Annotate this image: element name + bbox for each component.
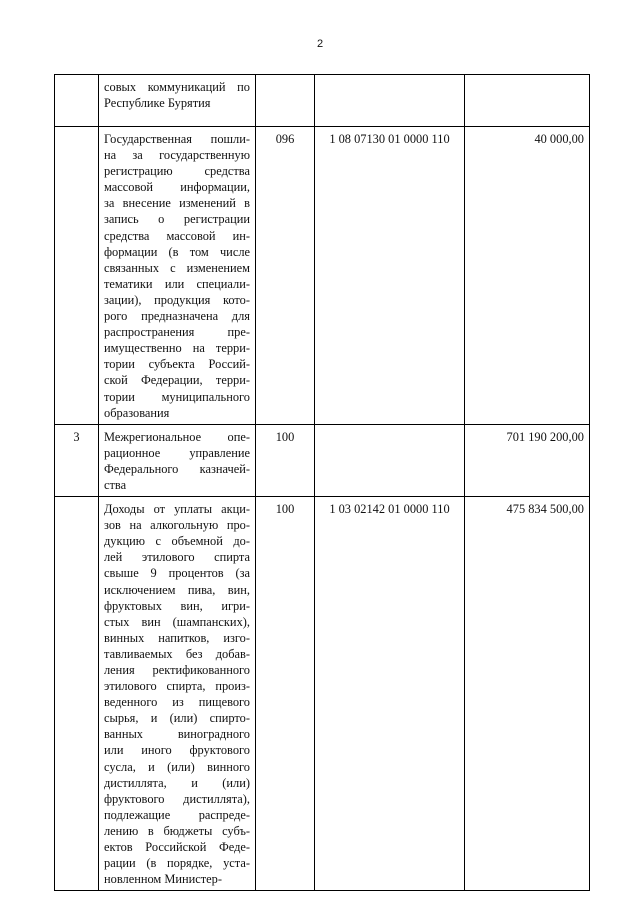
name-line: формации (в том числе (104, 244, 250, 259)
name-line: стых вин (шампанских), (104, 614, 250, 629)
admin-code-cell (256, 75, 315, 127)
name-line: дистиллята, и (или) (104, 775, 250, 790)
name-line: рого предназначена для (104, 309, 250, 324)
table-row (55, 497, 590, 891)
name-line: имущественно на терри- (104, 341, 250, 356)
name-line: зов на алкогольную про- (104, 518, 250, 533)
name-line: регистрацию средства (104, 164, 250, 179)
amount-cell: 40 000,00 (465, 127, 590, 425)
table-row (55, 127, 590, 425)
name-line: массовой информации, (104, 180, 250, 195)
name-line: ской Федерации, терри- (104, 373, 250, 388)
name-line: лей этилового спирта (104, 550, 250, 565)
name-line: ления ректификованного (104, 663, 250, 677)
name-line: или иного фруктового (104, 743, 250, 758)
table-row (55, 75, 590, 127)
page-number: 2 (316, 38, 324, 50)
name-line: Государственная пошли- (104, 132, 250, 146)
amount-cell (465, 75, 590, 127)
kbk-code-cell: 1 08 07130 01 0000 110 (315, 127, 465, 425)
name-line: Доходы от уплаты акци- (104, 502, 250, 517)
amount-cell: 475 834 500,00 (465, 497, 590, 891)
name-line: тории муниципального (104, 389, 250, 404)
name-line: подлежащие распреде- (104, 807, 250, 822)
name-line: рационное управление (104, 445, 250, 460)
name-line: Межрегиональное опе- (104, 429, 250, 444)
name-line: фруктовых вин, игри- (104, 598, 250, 613)
name-line: лению в бюджеты субъ- (104, 823, 250, 838)
name-line: совых коммуникаций по (104, 80, 250, 94)
revenue-name-cell (99, 127, 256, 425)
admin-code-cell: 100 (256, 497, 315, 891)
name-line: новленном Министер- (104, 872, 223, 887)
revenue-name-cell (99, 424, 256, 496)
name-line: Федерального казначей- (104, 461, 250, 476)
name-line: этилового спирта, произ- (104, 679, 250, 694)
name-line: исключением пива, вин, (104, 582, 250, 597)
name-line: запись о регистрации (104, 212, 250, 227)
kbk-code-cell: 1 03 02142 01 0000 110 (315, 497, 465, 891)
revenue-name-cell (99, 497, 256, 891)
name-line: веденного из пищевого (104, 695, 250, 710)
name-line: распространения пре- (104, 325, 250, 340)
name-line: сырья, и (или) спирто- (104, 711, 250, 726)
name-line: тавливаемых без добав- (104, 646, 250, 661)
amount-cell: 701 190 200,00 (465, 424, 590, 496)
row-number-cell (55, 75, 99, 127)
name-line: образования (104, 405, 170, 420)
row-number-cell (55, 127, 99, 425)
kbk-code-cell (315, 75, 465, 127)
name-line: свыше 9 процентов (за (104, 566, 250, 581)
admin-code-cell: 100 (256, 424, 315, 496)
name-line: средства массовой ин- (104, 228, 250, 243)
row-number-cell: 3 (55, 424, 99, 496)
revenue-name-cell (99, 75, 256, 127)
kbk-code-cell (315, 424, 465, 496)
name-line: на за государственную (104, 148, 250, 163)
name-line: зации), продукция кото- (104, 292, 250, 307)
name-line: ства (104, 477, 127, 492)
table-row (55, 424, 590, 496)
name-line: тории субъекта Россий- (104, 357, 250, 372)
name-line: сусла, и (или) винного (104, 759, 250, 774)
name-line: Республике Бурятия (104, 96, 211, 111)
revenue-table (54, 74, 590, 891)
name-line: ванных виноградного (104, 727, 250, 742)
name-line: фруктового дистиллята), (104, 791, 250, 806)
name-line: винных напитков, изго- (104, 630, 250, 645)
name-line: связанных с изменением (104, 260, 250, 275)
name-line: ектов Российской Феде- (104, 840, 250, 855)
row-number-cell (55, 497, 99, 891)
admin-code-cell: 096 (256, 127, 315, 425)
name-line: рации (в порядке, уста- (104, 856, 250, 871)
name-line: за внесение изменений в (104, 196, 250, 211)
name-line: дукцию с объемной до- (104, 534, 250, 549)
name-line: тематики или специали- (104, 276, 250, 291)
